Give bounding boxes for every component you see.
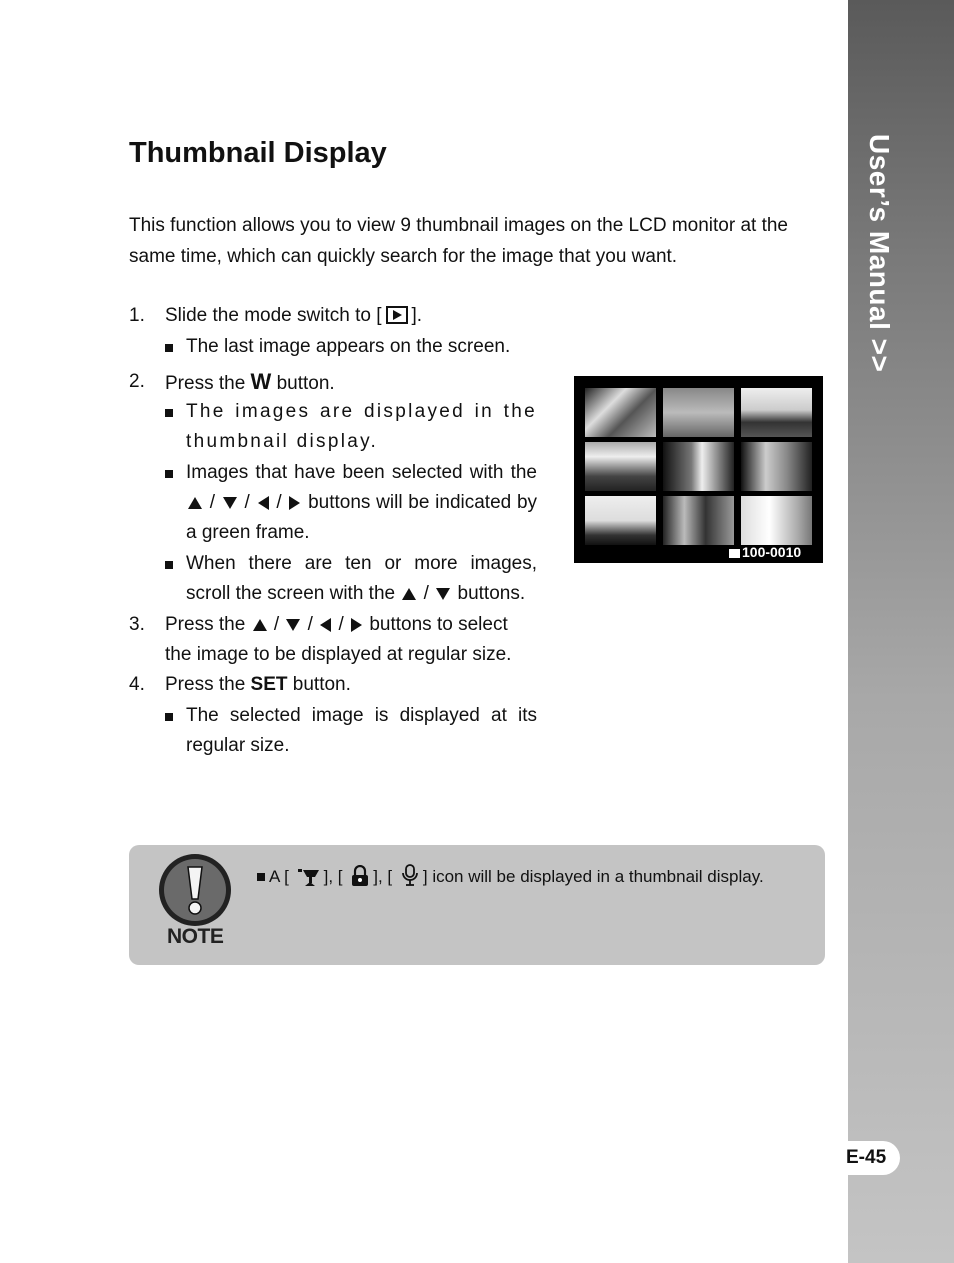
bullet-text-pre: Images that have been selected with the (186, 462, 537, 483)
step-text-pre: Press the (165, 614, 246, 635)
playback-mode-icon (386, 306, 408, 324)
thumbnail-image (585, 442, 656, 491)
folder-icon (729, 549, 740, 558)
page-number: E-45 (838, 1141, 900, 1175)
step-text-pre: Press the (165, 674, 246, 695)
bullet-text: The last image appears on the screen. (186, 336, 511, 357)
bullet-text-post: buttons will be indicated by a green frame. (186, 492, 538, 543)
bullet-item (165, 549, 537, 609)
page-title: Thumbnail Display (129, 137, 387, 169)
note-text-sep: ], [ (373, 867, 393, 886)
bullet-item (165, 332, 537, 362)
note-text-sep: ], [ (323, 867, 343, 886)
intro-paragraph: This function allows you to view 9 thumbnail images on the LCD monitor at the same time, which can quickly search for the image that you want. (129, 215, 788, 267)
slash: / (307, 614, 313, 635)
up-arrow-icon (253, 619, 267, 631)
bullet-square-icon (165, 713, 173, 721)
up-arrow-icon (188, 497, 202, 509)
left-arrow-icon (258, 496, 269, 510)
step-text-post: buttons to select (369, 614, 508, 635)
set-button-label: SET (250, 674, 288, 695)
bullet-item (165, 701, 537, 761)
bullet-square-icon (165, 561, 173, 569)
step-text-post: button. (276, 373, 335, 394)
step-text-post: button. (292, 674, 351, 695)
down-arrow-icon (286, 619, 300, 631)
slash: / (423, 583, 429, 604)
thumbnail-image (741, 442, 812, 491)
bullet-text (186, 549, 537, 609)
step-text-pre: Slide the mode switch to [ (165, 305, 382, 326)
bullet-square-icon (165, 409, 173, 417)
down-arrow-icon (436, 588, 450, 600)
bullet-item (165, 397, 537, 457)
thumbnail-image (741, 388, 812, 437)
right-arrow-icon (351, 618, 362, 632)
step-text (165, 610, 511, 670)
step-text (165, 301, 422, 331)
voice-memo-icon (400, 863, 420, 887)
bullet-square-icon (165, 344, 173, 352)
thumbnail-image (663, 388, 734, 437)
step-text-pre: Press the (165, 373, 246, 394)
note-text (257, 863, 764, 887)
step-number: 1. (129, 305, 145, 326)
movie-icon (297, 867, 321, 887)
up-arrow-icon (402, 588, 416, 600)
left-arrow-icon (320, 618, 331, 632)
thumbnail-image (741, 496, 812, 545)
bullet-text-pre: When there are ten or more images, scroll the screen with the (186, 553, 537, 604)
step-text-post: ]. (411, 305, 423, 326)
lock-icon (350, 865, 370, 887)
right-arrow-icon (289, 496, 300, 510)
step-text (165, 670, 351, 700)
thumbnail-image (663, 496, 734, 545)
step-number: 3. (129, 614, 145, 635)
wide-button-icon: W (250, 369, 272, 394)
bullet-text (186, 458, 537, 548)
down-arrow-icon (223, 497, 237, 509)
slash: / (273, 614, 280, 635)
slash: / (276, 492, 282, 513)
bullet-text: The images are displayed in the thumbnail display. (186, 401, 537, 452)
bullet-square-icon (165, 470, 173, 478)
note-text-pre: A [ (269, 867, 289, 886)
lcd-file-label (729, 544, 801, 560)
thumbnail-image (585, 388, 656, 437)
step-number: 2. (129, 371, 145, 392)
slash: / (244, 492, 250, 513)
bullet-item (165, 458, 537, 548)
step-number: 4. (129, 674, 145, 695)
lcd-thumbnail-screen (574, 376, 823, 563)
note-box (129, 845, 825, 965)
step-text-line2: the image to be displayed at regular size. (165, 644, 512, 665)
bullet-square-icon (257, 873, 265, 881)
bullet-text: The selected image is displayed at its regular size. (186, 705, 537, 756)
sidebar-title: User’s Manual >> (864, 134, 895, 373)
bullet-text-post: buttons. (457, 583, 526, 604)
note-label: NOTE (167, 925, 224, 948)
step-text (165, 367, 335, 399)
note-text-post: ] icon will be displayed in a thumbnail display. (422, 867, 764, 886)
thumbnail-image (585, 496, 656, 545)
thumbnail-image (663, 442, 734, 491)
exclamation-icon (158, 853, 232, 927)
slash: / (209, 492, 216, 513)
slash: / (338, 614, 344, 635)
lcd-file-number: 100-0010 (742, 544, 802, 560)
